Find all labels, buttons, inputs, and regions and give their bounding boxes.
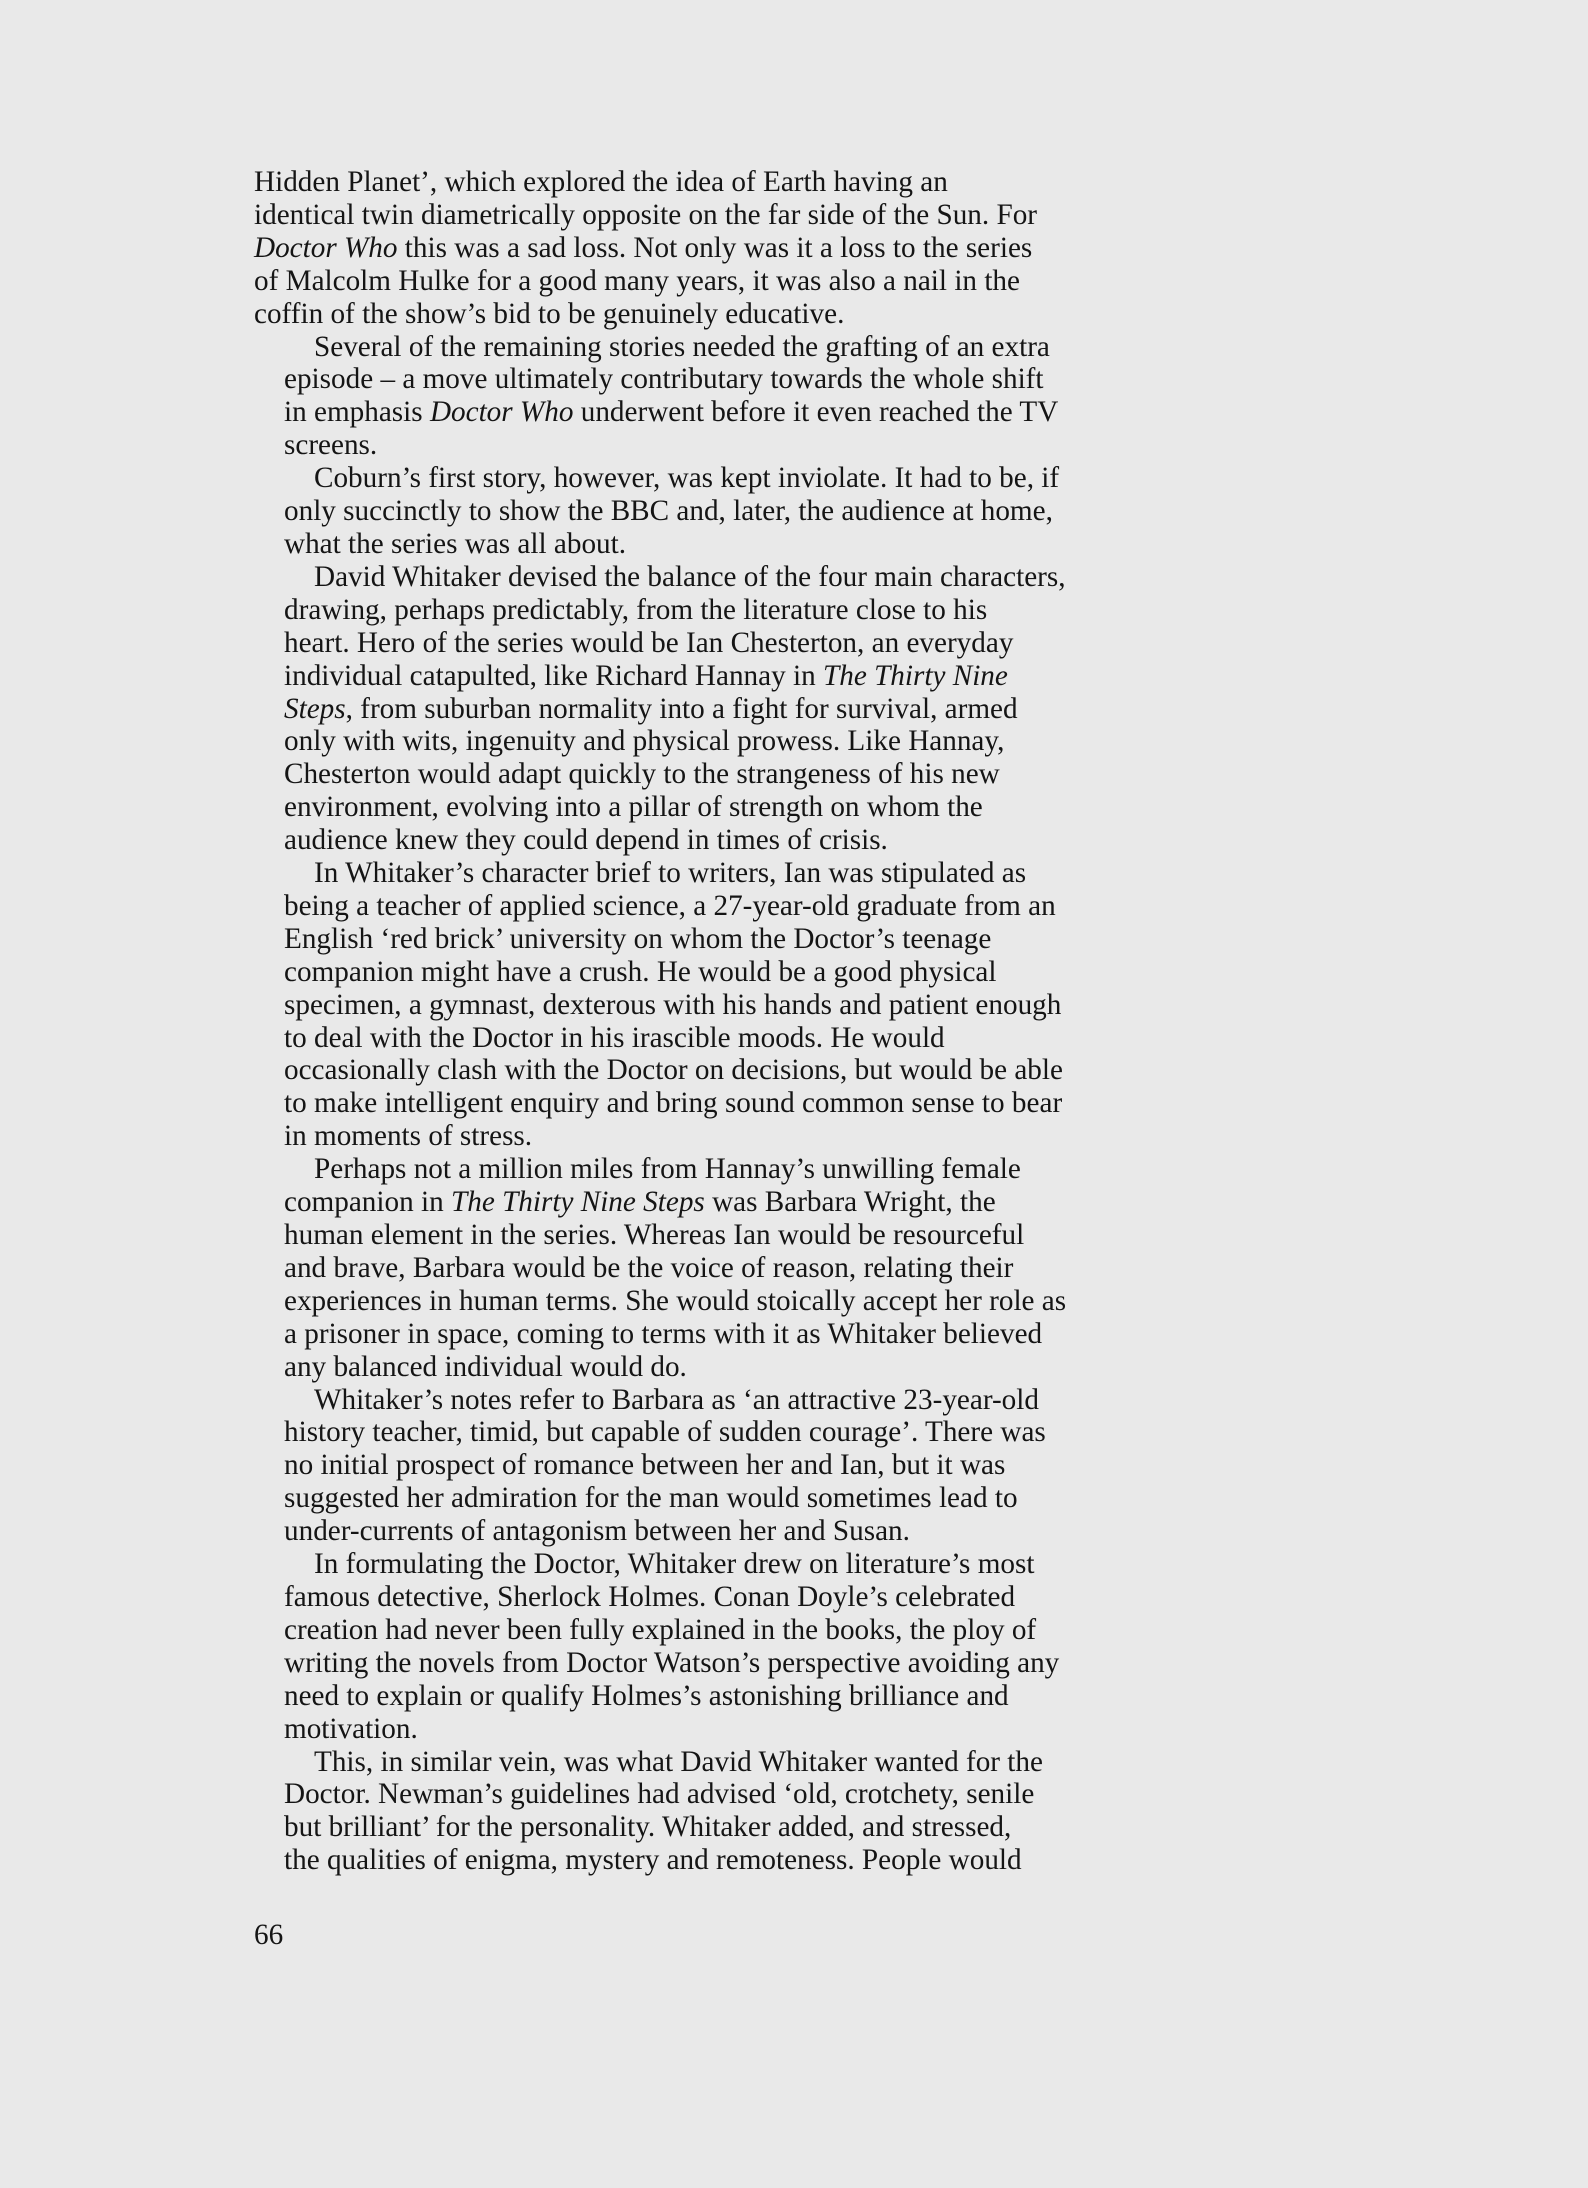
text-line: in moments of stress. (284, 1120, 533, 1153)
text-line: screens. (284, 429, 378, 462)
text-line: Several of the remaining stories needed the grafting of an extra (314, 330, 1050, 363)
text-line: any balanced individual would do. (284, 1350, 687, 1383)
paragraph (254, 561, 1134, 857)
text-line: only succinctly to show the BBC and, later, the audience at home, (284, 495, 1053, 528)
text-line: coffin of the show’s bid to be genuinely educative. (254, 297, 845, 330)
text-line: Steps, from suburban normality into a fight for survival, armed (284, 692, 1018, 725)
text-line: In Whitaker’s character brief to writers, Ian was stipulated as (314, 857, 1027, 890)
text-line: writing the novels from Doctor Watson’s perspective avoiding any (284, 1646, 1060, 1679)
text-line: famous detective, Sherlock Holmes. Conan Doyle’s celebrated (284, 1580, 1016, 1613)
text-line: occasionally clash with the Doctor on decisions, but would be able (284, 1054, 1063, 1087)
text-line: but brilliant’ for the personality. Whitaker added, and stressed, (284, 1811, 1012, 1844)
text-line: This, in similar vein, was what David Whitaker wanted for the (314, 1745, 1043, 1778)
text-line: the qualities of enigma, mystery and remoteness. People would (284, 1844, 1022, 1877)
text-line: only with wits, ingenuity and physical prowess. Like Hannay, (284, 725, 1005, 758)
text-line: drawing, perhaps predictably, from the literature close to his (284, 593, 988, 626)
text-line: motivation. (284, 1712, 418, 1745)
page-number: 66 (254, 1919, 284, 1951)
paragraph (254, 331, 1134, 463)
text-line: to deal with the Doctor in his irascible moods. He would (284, 1021, 945, 1054)
book-title: The Thirty Nine (823, 659, 1008, 692)
series-title: Doctor Who (429, 396, 574, 429)
text-line: English ‘red brick’ university on whom the Doctor’s teenage (284, 922, 992, 955)
text-line: In formulating the Doctor, Whitaker drew on literature’s most (314, 1548, 1035, 1581)
text-line: what the series was all about. (284, 527, 627, 560)
text-line: Doctor Who this was a sad loss. Not only was it a loss to the series (254, 231, 1033, 264)
text-line: a prisoner in space, coming to terms with it as Whitaker believed (284, 1317, 1043, 1350)
text-line: Chesterton would adapt quickly to the strangeness of his new (284, 758, 1000, 791)
paragraph (254, 462, 1134, 561)
text-line: experiences in human terms. She would stoically accept her role as (284, 1284, 1067, 1317)
text-line: to make intelligent enquiry and bring sound common sense to bear (284, 1087, 1063, 1120)
text-line: individual catapulted, like Richard Hannay in The Thirty Nine (284, 659, 1008, 692)
text-line: under-currents of antagonism between her and Susan. (284, 1515, 910, 1548)
text-line: episode – a move ultimately contributary towards the whole shift (284, 363, 1044, 396)
text-line: environment, evolving into a pillar of strength on whom the (284, 791, 983, 824)
text-line: Perhaps not a million miles from Hannay’s unwilling female (314, 1153, 1021, 1186)
book-title: The Thirty Nine Steps (451, 1186, 705, 1219)
text-line: Hidden Planet’, which explored the idea of Earth having an (254, 166, 948, 198)
text-line: creation had never been fully explained in the books, the ploy of (284, 1613, 1037, 1646)
text-line: history teacher, timid, but capable of sudden courage’. There was (284, 1416, 1046, 1449)
text-line: companion in The Thirty Nine Steps was Barbara Wright, the (284, 1186, 996, 1219)
text-line: in emphasis Doctor Who underwent before it even reached the TV (284, 396, 1059, 429)
text-line: no initial prospect of romance between her and Ian, but it was (284, 1449, 1006, 1482)
text-line: companion might have a crush. He would be a good physical (284, 955, 997, 988)
text-line: specimen, a gymnast, dexterous with his hands and patient enough (284, 988, 1062, 1021)
text-line: suggested her admiration for the man would sometimes lead to (284, 1482, 1018, 1515)
text-line: being a teacher of applied science, a 27-year-old graduate from an (284, 889, 1056, 922)
paragraph (254, 1746, 1134, 1878)
paragraph (254, 1548, 1134, 1745)
paragraph (254, 1153, 1134, 1383)
text-line: human element in the series. Whereas Ian would be resourceful (284, 1219, 1025, 1251)
text-line: audience knew they could depend in times of crisis. (284, 824, 888, 857)
paragraph (254, 1384, 1134, 1549)
text-line: Doctor. Newman’s guidelines had advised ‘old, crotchety, senile (284, 1778, 1035, 1811)
book-title: Steps (284, 692, 346, 725)
text-line: need to explain or qualify Holmes’s astonishing brilliance and (284, 1679, 1009, 1712)
text-line: identical twin diametrically opposite on the far side of the Sun. For (254, 198, 1038, 231)
text-line: Coburn’s first story, however, was kept inviolate. It had to be, if (314, 462, 1060, 495)
paragraph (254, 857, 1134, 1153)
text-line: and brave, Barbara would be the voice of reason, relating their (284, 1251, 1014, 1284)
text-line: heart. Hero of the series would be Ian Chesterton, an everyday (284, 626, 1014, 659)
body-text (254, 166, 1134, 1877)
text-line: David Whitaker devised the balance of the four main characters, (314, 560, 1066, 593)
series-title: Doctor Who (254, 231, 398, 264)
text-line: Whitaker’s notes refer to Barbara as ‘an attractive 23-year-old (314, 1383, 1039, 1416)
text-line: of Malcolm Hulke for a good many years, it was also a nail in the (254, 264, 1020, 297)
paragraph (254, 166, 1134, 331)
